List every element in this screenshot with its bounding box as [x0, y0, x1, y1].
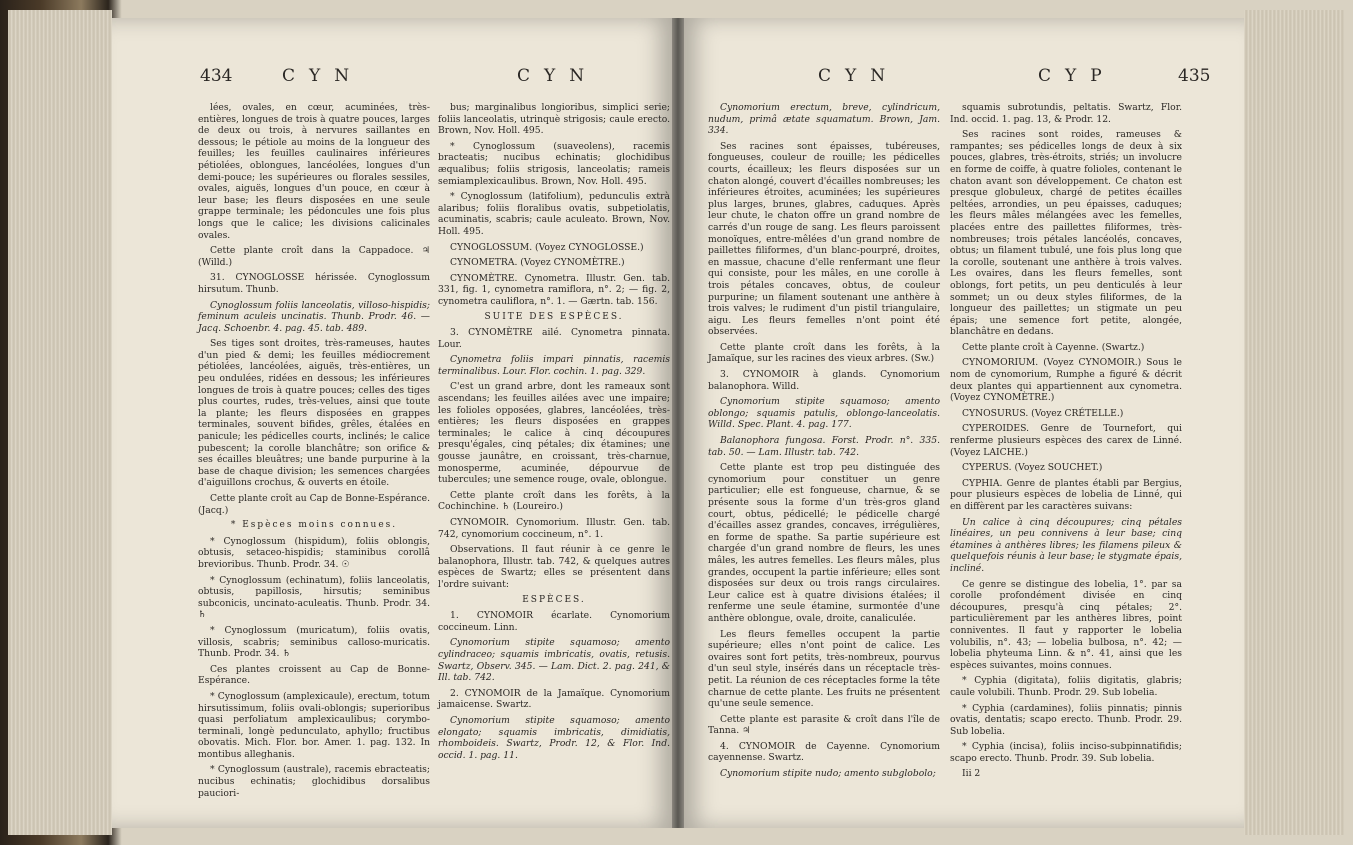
paragraph: 31. CYNOGLOSSE hérissée. Cynoglossum hirsutum. Thunb.: [198, 272, 430, 295]
text-column: [198, 102, 430, 803]
paragraph: Observations. Il faut réunir à ce genre le balanophora, Illustr. tab. 742, & quelques autres espèces de Swartz; elles se présentent dans l'ordre suivant:: [438, 544, 670, 590]
running-header: CYN: [818, 66, 900, 86]
paragraph: Cette plante croît dans les forêts, à la Jamaïque, sur les racines des vieux arbres. (Sw.): [708, 341, 940, 365]
paragraph: Un calice à cinq découpures; cinq pétales linéaires, un peu connivens à leur base; cinq étamines à anthères libres; les filamens pileux & quelquefois réunis à leur base; le stygmate épais, incliné.: [950, 516, 1182, 574]
paragraph: Cette plante croît dans les forêts, à la Cochinchine. ♄ (Loureiro.): [438, 489, 670, 513]
text-column: [708, 102, 940, 784]
paragraph: 2. CYNOMOIR de la Jamaïque. Cynomorium jamaicense. Swartz.: [438, 687, 670, 711]
paragraph: * Cyphia (cardamines), foliis pinnatis; pinnis ovatis, dentatis; scapo erecto. Thunb. Prodr. 29. Sub lobelia.: [950, 702, 1182, 737]
paragraph: Cynometra foliis impari pinnatis, racemis terminalibus. Lour. Flor. cochin. 1. pag. 329.: [438, 354, 670, 377]
paragraph: CYNOMETRA. (Voyez CYNOMÈTRE.): [450, 257, 625, 269]
paragraph: * Cynoglossum (amplexicaule), erectum, totum hirsutissimum, foliis ovali-oblongis; superioribus quasi perfoliatum amplexicaulibus; corymbo-terminali, longè pedunculato, aphyllo; fructibus obovatis. Mich. Flor. bor. Amer. 1. pag. 132. In montibus alleghanis.: [198, 690, 430, 760]
paragraph: Ces plantes croissent au Cap de Bonne-Espérance.: [198, 663, 430, 687]
paragraph: Iii 2: [962, 768, 981, 780]
running-header: CYP: [1038, 66, 1116, 86]
paragraph: Cynomorium stipite squamoso; amento oblongo; squamis patulis, oblongo-lanceolatis. Willd. Spec. Plant. 4. pag. 177.: [708, 396, 940, 431]
running-header: CYN: [517, 66, 599, 86]
paragraph: bus; marginalibus longioribus, simplici serie; foliis lanceolatis, utrinquè strigosis; caule erecto. Brown, Nov. Holl. 495.: [438, 102, 670, 137]
running-header: CYN: [282, 66, 364, 86]
paragraph: lées, ovales, en cœur, acuminées, très-entières, longues de trois à quatre pouces, larges de deux ou trois, à nervures saillantes en dessous; le pétiole au moins de la longueur des feuilles; les feuilles caulinaires inférieures pétiolées, oblongues, lancéolées, longues d'un demi-pouce; les supérieures ou florales sessiles, ovales, aiguës, longues d'un pouce, en cœur à leur base; les fleurs disposées en une seule grappe terminale; les pédoncules une fois plus longs que le calice; les divisions calicinales ovales.: [198, 102, 430, 241]
paragraph: Cette plante est trop peu distinguée des cynomorium pour constituer un genre particulier; elle est fongueuse, charnue, & se présente sous la forme d'un très-gros gland court, obtus, pédicellé; le pédicelle chargé d'écailles assez grandes, concaves, irrégulières, en forme de spathe. Sa partie supérieure est chargée d'un grand nombre de fleurs, les unes mâles, les autres femelles. Les fleurs mâles, plus grandes, occupent la partie inférieure; elles sont disposées sur deux ou trois rangs circulaires. Leur calice est à quatre divisions étalées; il renferme une seule étamine, surmontée d'une anthère oblongue, ovale, droite, canaliculée.: [708, 462, 940, 624]
right-page: [678, 18, 1244, 828]
paragraph: Cynomorium stipite squamoso; amento elongato; squamis imbricatis, dimidiatis, rhomboideis. Swartz, Prodr. 12, & Flor. Ind. occid. 1. pag. 11.: [438, 714, 670, 761]
paragraph: Cynomorium erectum, breve, cylindricum, nudum, primâ ætate squamatum. Brown, Jam. 334.: [708, 102, 940, 137]
page-edges-left: [8, 10, 112, 835]
paragraph: Cynomorium stipite nudo; amento subglobolo;: [720, 768, 936, 780]
paragraph: ESPÈCES.: [522, 594, 586, 605]
paragraph: 3. CYNOMOIR à glands. Cynomorium balanophora. Willd.: [708, 369, 940, 392]
paragraph: CYNOMOIR. Cynomorium. Illustr. Gen. tab. 742, cynomorium coccineum, n°. 1.: [438, 517, 670, 540]
paragraph: Les fleurs femelles occupent la partie supérieure; elles n'ont point de calice. Les ovaires sont fort petits, très-nombreux, pourvus d'un seul style, insérés dans un réceptacle très-petit. La réunion de ces réceptacles forme la tête charnue de cette plante. Les fruits ne présentent qu'une seule semence.: [708, 628, 940, 710]
paragraph: * Cynoglossum (suaveolens), racemis bracteatis; nucibus echinatis; glochidibus æqualibus; foliis strigosis, lanceolatis; rameis semiamplexicaulibus. Brown, Nov. Holl. 495.: [438, 140, 670, 187]
paragraph: SUITE DES ESPÈCES.: [484, 311, 624, 322]
paragraph: Ses racines sont roides, rameuses & rampantes; ses pédicelles longs de deux à six pouces, glabres, très-étroits, striés; un involucre en forme de coiffe, à quatre folioles, contenant le chaton avant son développement. Ce chaton est presque globuleux, chargé de petites écailles peltées, arrondies, un peu épaisses, caduques; les fleurs mâles mélangées avec les femelles, placées entre des paillettes filiformes, très-nombreuses; trois pétales lancéolés, concaves, obtus; un filament tubulé, une fois plus long que la corolle, soutenant une anthère à trois valves. Les ovaires, dans les fleurs femelles, sont oblongs, fort petits, un peu denticulés à leur sommet; un ou deux styles filiformes, de la longueur des paillettes; un stigmate un peu épais; une semence fort petite, alongée, blanchâtre en dedans.: [950, 129, 1182, 338]
paragraph: * Cyphia (digitata), foliis digitatis, glabris; caule volubili. Thunb. Prodr. 29. Sub lobelia.: [950, 675, 1182, 698]
book-gutter: [672, 18, 684, 828]
paragraph: CYNOSURUS. (Voyez CRÉTELLE.): [962, 407, 1124, 419]
paragraph: squamis subrotundis, peltatis. Swartz, Flor. Ind. occid. 1. pag. 13, & Prodr. 12.: [950, 102, 1182, 125]
page-number: 435: [1178, 66, 1211, 86]
paragraph: CYNOMORIUM. (Voyez CYNOMOIR.) Sous le nom de cynomorium, Rumphe a figuré & décrit deux plantes qui appartiennent aux cynometra. (Voyez CYNOMÈTRE.): [950, 357, 1182, 404]
page-number: 434: [200, 66, 233, 86]
paragraph: CYNOMÈTRE. Cynometra. Illustr. Gen. tab. 331, fig. 1, cynometra ramiflora, n°. 2; — fig. 2, cynometra cauliflora, n°. 1. — Gærtn. tab. 156.: [438, 272, 670, 307]
paragraph: Cette plante croît dans la Cappadoce. ♃ (Willd.): [198, 245, 430, 268]
paragraph: Cette plante croît au Cap de Bonne-Espérance. (Jacq.): [198, 493, 430, 516]
paragraph: * Cynoglossum (hispidum), foliis oblongis, obtusis, setaceo-hispidis; staminibus corollâ brevioribus. Thunb. Prodr. 34. ☉: [198, 535, 430, 570]
paragraph: Cynomorium stipite squamoso; amento cylindraceo; squamis imbricatis, ovatis, retusis. Swartz, Observ. 345. — Lam. Dict. 2. pag. 241, & Ill. tab. 742.: [438, 637, 670, 684]
paragraph: * Espèces moins connues.: [230, 520, 398, 531]
paragraph: CYPEROIDES. Genre de Tournefort, qui renferme plusieurs espèces des carex de Linné. (Voyez LAICHE.): [950, 423, 1182, 458]
paragraph: Balanophora fungosa. Forst. Prodr. n°. 335. tab. 50. — Lam. Illustr. tab. 742.: [708, 435, 940, 458]
paragraph: CYPHIA. Genre de plantes établi par Bergius, pour plusieurs espèces de lobelia de Linné, qui en diffèrent par les caractères suivans:: [950, 477, 1182, 512]
paragraph: Ses tiges sont droites, très-rameuses, hautes d'un pied & demi; les feuilles médiocrement pétiolées, lancéolées, aiguës, très-entières, un peu ondulées, ridées en dessous; les inférieures longues de trois à quatre pouces; celles des tiges plus courtes, rudes, très-velues, ainsi que toute la plante; les fleurs disposées en grappes terminales, souvent bifides, grêles, étalées en panicule; les pédicelles courts, inclinés; le calice pubescent; la corolle blanchâtre; son orifice & ses écailles bleuâtres; une bande purpurine à la base de chaque division; les semences chargées d'aiguillons crochus, & ouverts en étoile.: [198, 338, 430, 489]
paragraph: Cette plante croît à Cayenne. (Swartz.): [962, 341, 1145, 353]
paragraph: Ses racines sont épaisses, tubéreuses, fongueuses, couleur de rouille; les pédicelles courts, écailleux; les fleurs disposées sur un chaton alongé, couvert d'écailles nombreuses; les inférieures étroites, acuminées; les supérieures plus larges, brunes, glabres, caduques. Après leur chute, le chaton offre un grand nombre de carrés d'un rouge de sang. Les fleurs paroissent monoïques, entre-mêlées d'un grand nombre de paillettes filiformes, d'un blanc-pourpré, droites, en massue, chacune d'elle renfermant une fleur qui consiste, pour les mâles, en une corolle à trois pétales concaves, obtus, de couleur purpurine; un filament soutenant une anthère à trois valves; le rudiment d'un pistil triangulaire, aigu. Les fleurs femelles n'ont point été observées.: [708, 140, 940, 338]
paragraph: Ce genre se distingue des lobelia, 1°. par sa corolle profondément divisée en cinq découpures, presqu'à cinq pétales; 2°. particulièrement par les anthères libres, point conniventes. Il faut y rapporter le lobelia volubilis, n°. 43; — lobelia bulbosa, n°. 42; — lobelia phyteuma Linn. & n°. 41, ainsi que les espèces suivantes, moins connues.: [950, 578, 1182, 671]
page-edges-right: [1244, 10, 1344, 835]
paragraph: CYNOGLOSSUM. (Voyez CYNOGLOSSE.): [450, 241, 644, 253]
paragraph: * Cyphia (incisa), foliis inciso-subpinnatifidis; scapo erecto. Thunb. Prodr. 39. Sub lobelia.: [950, 741, 1182, 764]
paragraph: 1. CYNOMOIR écarlate. Cynomorium coccineum. Linn.: [438, 610, 670, 633]
left-page: [112, 18, 678, 828]
paragraph: 4. CYNOMOIR de Cayenne. Cynomorium cayennense. Swartz.: [708, 740, 940, 764]
paragraph: * Cynoglossum (echinatum), foliis lanceolatis, obtusis, papillosis, hirsutis; seminibus subconicis, uncinato-aculeatis. Thunb. Prodr. 34. ♄: [198, 574, 430, 621]
paragraph: Cynoglossum foliis lanceolatis, villoso-hispidis; feminum aculeis uncinatis. Thunb. Prodr. 46. — Jacq. Schoenbr. 4. pag. 45. tab. 489.: [198, 299, 430, 334]
paragraph: * Cynoglossum (australe), racemis ebracteatis; nucibus echinatis; glochidibus dorsalibus pauciori-: [198, 764, 430, 799]
paragraph: CYPERUS. (Voyez SOUCHET.): [962, 462, 1103, 474]
paragraph: * Cynoglossum (latifolium), pedunculis extrà alaribus; foliis floralibus ovatis, subpetiolatis, acuminatis, scabris; caule aculeato. Brown, Nov. Holl. 495.: [438, 191, 670, 237]
paragraph: * Cynoglossum (muricatum), foliis ovatis, villosis, scabris; seminibus calloso-muricatis. Thunb. Prodr. 34. ♄: [198, 624, 430, 660]
paragraph: Cette plante est parasite & croît dans l'île de Tanna. ♃: [708, 713, 940, 737]
text-column: [438, 102, 670, 765]
text-column: [950, 102, 1182, 784]
paragraph: C'est un grand arbre, dont les rameaux sont ascendans; les feuilles ailées avec une impaire; les folioles opposées, glabres, lancéolées, très-entières; les fleurs disposées en grappes terminales; le calice à cinq découpures presqu'égales, cinq pétales; dix étamines; une gousse jaunâtre, en croissant, très-charnue, monosperme, acuminée, dépourvue de tubercules; une semence rouge, ovale, oblongue.: [438, 381, 670, 486]
paragraph: 3. CYNOMÈTRE ailé. Cynometra pinnata. Lour.: [438, 327, 670, 350]
